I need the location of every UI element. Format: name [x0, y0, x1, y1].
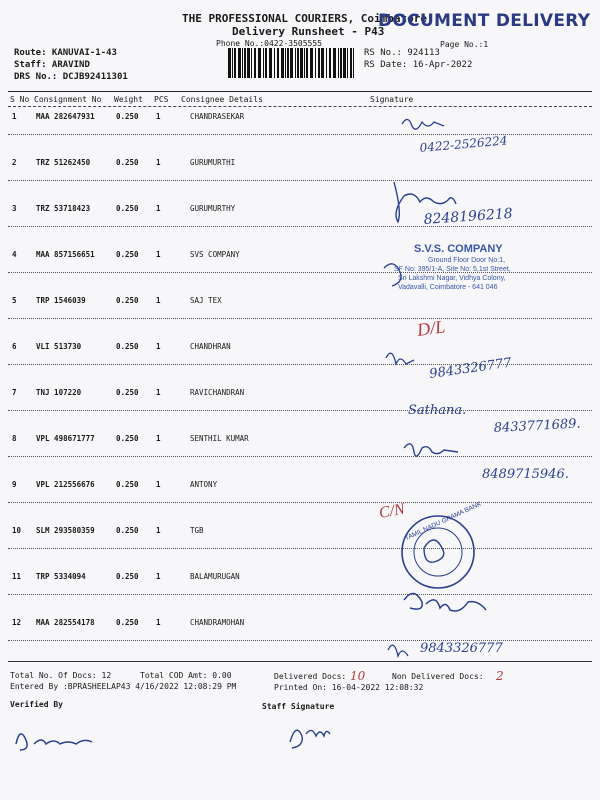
table-row — [0, 112, 600, 158]
row-weight: 0.250 — [116, 112, 139, 121]
barcode-bar — [306, 48, 308, 78]
table-row — [0, 204, 600, 250]
row-consignment: TRP 5334094 — [36, 572, 86, 581]
cn-mark: C/N — [377, 500, 407, 522]
row-consignment: VLI 513730 — [36, 342, 82, 351]
row-sno: 1 — [12, 112, 17, 121]
row-consignee: CHANDRAMOHAN — [190, 618, 245, 627]
signature-phone-7: 8433771689. — [493, 416, 581, 436]
table-row — [0, 526, 600, 572]
row-consignee: CHANDRASEKAR — [190, 112, 245, 121]
svg-text:TAMIL NADU GRAMA BANK: TAMIL NADU GRAMA BANK — [403, 500, 483, 543]
row-separator — [8, 548, 592, 549]
row-consignee: CHANDHRAN — [190, 342, 231, 351]
row-sno: 6 — [12, 342, 17, 351]
barcode-bar — [287, 48, 289, 78]
table-row — [0, 572, 600, 618]
row-separator — [8, 364, 592, 365]
verified-by-label: Verified By — [10, 700, 63, 709]
barcode-bar — [343, 48, 346, 78]
signature-name-7: Sathana. — [408, 403, 467, 418]
runsheet-title: Delivery Runsheet - P43 — [232, 25, 385, 38]
col-consignee: Consignee Details — [181, 95, 263, 104]
svg-text:Sri Lakshmi Nagar, Vidhya Colo: Sri Lakshmi Nagar, Vidhya Colony, — [398, 275, 506, 282]
barcode-bar — [281, 48, 284, 78]
row-weight: 0.250 — [116, 250, 139, 259]
col-consignment: Consignment No — [34, 95, 102, 104]
barcode-bar — [265, 48, 267, 78]
barcode-bar — [310, 48, 313, 78]
delivered-docs-value: 10 — [350, 669, 366, 683]
row-consignee: RAVICHANDRAN — [190, 388, 245, 397]
row-separator — [8, 456, 592, 457]
row-separator — [8, 640, 592, 641]
svg-text:S.V.S. COMPANY: S.V.S. COMPANY — [414, 243, 503, 255]
barcode-bar — [228, 48, 231, 78]
row-pcs: 1 — [156, 388, 161, 397]
row-pcs: 1 — [156, 572, 161, 581]
table-row — [0, 296, 600, 342]
row-pcs: 1 — [156, 250, 161, 259]
row-separator — [8, 594, 592, 595]
table-row — [0, 618, 600, 664]
header-divider — [8, 91, 592, 92]
staff-label: Staff: ARAVIND — [14, 60, 90, 70]
barcode-bar — [340, 48, 342, 78]
delivered-docs-label: Delivered Docs: — [274, 672, 347, 681]
barcode-bar — [326, 48, 327, 78]
row-sno: 8 — [12, 434, 17, 443]
row-pcs: 1 — [156, 112, 161, 121]
drs-number: DRS No.: DCJB92411301 — [14, 72, 128, 82]
barcode-bar — [300, 48, 303, 78]
footer-divider — [8, 661, 592, 662]
barcode-bar — [321, 48, 324, 78]
company-title: THE PROFESSIONAL COURIERS, Coimbatore — [182, 12, 428, 25]
row-pcs: 1 — [156, 618, 161, 627]
table-row — [0, 388, 600, 434]
table-row — [0, 434, 600, 480]
barcode-bar — [238, 48, 241, 78]
barcode-bar — [254, 48, 256, 78]
row-consignment: TRZ 53718423 — [36, 204, 91, 213]
barcode-bar — [318, 48, 320, 78]
barcode-bar — [350, 48, 352, 78]
table-row — [0, 250, 600, 296]
rs-number: RS No.: 924113 — [364, 48, 440, 58]
staff-signature-label: Staff Signature — [262, 702, 335, 711]
header-divider-bottom — [8, 106, 592, 107]
page-number: Page No.:1 — [440, 40, 489, 49]
barcode-bar — [234, 48, 236, 78]
row-consignment: MAA 857156651 — [36, 250, 95, 259]
row-separator — [8, 226, 592, 227]
barcode-bar — [315, 48, 316, 78]
row-sno: 3 — [12, 204, 17, 213]
dl-mark: D/L — [415, 316, 447, 340]
col-signature: Signature — [370, 95, 414, 104]
row-consignee: SVS COMPANY — [190, 250, 240, 259]
row-consignee: SAJ TEX — [190, 296, 222, 305]
row-pcs: 1 — [156, 296, 161, 305]
row-consignee: SENTHIL KUMAR — [190, 434, 249, 443]
barcode-bar — [285, 48, 286, 78]
row-pcs: 1 — [156, 480, 161, 489]
row-sno: 10 — [12, 526, 22, 535]
row-sno: 11 — [12, 572, 22, 581]
barcode-bar — [290, 48, 293, 78]
document-delivery-stamp: DOCUMENT DELIVERY — [378, 11, 591, 31]
row-consignment: TNJ 107220 — [36, 388, 82, 397]
row-sno: 7 — [12, 388, 17, 397]
row-separator — [8, 180, 592, 181]
barcode-bar — [333, 48, 336, 78]
barcode-bar — [347, 48, 348, 78]
col-pcs: PCS — [154, 95, 169, 104]
barcode-bar — [338, 48, 339, 78]
row-pcs: 1 — [156, 434, 161, 443]
table-row — [0, 158, 600, 204]
barcode-bar — [277, 48, 279, 78]
svg-text:Ground Floor Door No:1,: Ground Floor Door No:1, — [428, 257, 506, 264]
row-sno: 12 — [12, 618, 22, 627]
total-docs: Total No. Of Docs: 12 — [10, 671, 112, 680]
barcode-bar — [247, 48, 250, 78]
rs-date: RS Date: 16-Apr-2022 — [364, 60, 473, 70]
col-sno: S No — [10, 95, 30, 104]
row-sno: 4 — [12, 250, 17, 259]
non-delivered-value: 2 — [496, 669, 504, 683]
signature-phone-1: 0422-2526224 — [419, 133, 508, 155]
row-consignee: ANTONY — [190, 480, 218, 489]
barcode-bar — [232, 48, 233, 78]
row-weight: 0.250 — [116, 342, 139, 351]
barcode-bar — [263, 48, 264, 78]
row-sno: 2 — [12, 158, 17, 167]
route-label: Route: KANUVAI-1-43 — [14, 48, 117, 58]
row-consignee: TGB — [190, 526, 204, 535]
signature-phone-6: 9843326777 — [428, 355, 513, 382]
row-separator — [8, 318, 592, 319]
non-delivered-label: Non Delivered Docs: — [392, 672, 484, 681]
barcode-bar — [242, 48, 243, 78]
row-consignee: GURUMURTHI — [190, 158, 236, 167]
row-sno: 5 — [12, 296, 17, 305]
row-weight: 0.250 — [116, 204, 139, 213]
barcode-bar — [244, 48, 246, 78]
col-weight: Weight — [114, 95, 143, 104]
signature-phone-3: 8248196218 — [423, 205, 514, 228]
barcode-bar — [353, 48, 354, 78]
row-pcs: 1 — [156, 526, 161, 535]
row-separator — [8, 502, 592, 503]
entered-by: Entered By :BPRASHEELAP43 4/16/2022 12:08:29 PM — [10, 682, 237, 691]
row-consignment: TRP 1546039 — [36, 296, 86, 305]
barcode — [228, 48, 354, 78]
row-consignment: TRZ 51262450 — [36, 158, 91, 167]
svg-text:Vadavalli, Coimbatore - 641 04: Vadavalli, Coimbatore - 641 046 — [398, 284, 498, 291]
signature-phone-12: 9843326777 — [420, 641, 503, 656]
barcode-bar — [304, 48, 305, 78]
phone-number: Phone No.:0422-3505555 — [216, 39, 322, 48]
row-weight: 0.250 — [116, 158, 139, 167]
barcode-bar — [269, 48, 272, 78]
row-consignee: BALAMURUGAN — [190, 572, 240, 581]
table-row — [0, 480, 600, 526]
row-weight: 0.250 — [116, 480, 139, 489]
row-separator — [8, 272, 592, 273]
printed-on: Printed On: 16-04-2022 12:08:32 — [274, 683, 424, 692]
row-consignee: GURUMURTHY — [190, 204, 236, 213]
barcode-bar — [251, 48, 252, 78]
staff-signature-mark — [290, 730, 330, 748]
row-pcs: 1 — [156, 158, 161, 167]
row-weight: 0.250 — [116, 572, 139, 581]
row-consignment: VPL 498671777 — [36, 434, 95, 443]
row-weight: 0.250 — [116, 526, 139, 535]
table-row — [0, 342, 600, 388]
row-weight: 0.250 — [116, 618, 139, 627]
row-consignment: VPL 212556676 — [36, 480, 95, 489]
row-separator — [8, 134, 592, 135]
barcode-bar — [295, 48, 296, 78]
row-pcs: 1 — [156, 204, 161, 213]
row-weight: 0.250 — [116, 434, 139, 443]
row-sno: 9 — [12, 480, 17, 489]
total-cod: Total COD Amt: 0.00 — [140, 671, 232, 680]
row-weight: 0.250 — [116, 388, 139, 397]
barcode-bar — [274, 48, 275, 78]
row-separator — [8, 410, 592, 411]
row-pcs: 1 — [156, 342, 161, 351]
svg-text:SF No: 395/1-A, Site No: 5,1st: SF No: 395/1-A, Site No: 5,1st Street, — [394, 266, 511, 273]
row-consignment: SLM 293580359 — [36, 526, 95, 535]
barcode-bar — [258, 48, 261, 78]
barcode-bar — [297, 48, 299, 78]
row-consignment: MAA 282647931 — [36, 112, 95, 121]
row-consignment: MAA 282554178 — [36, 618, 95, 627]
barcode-bar — [329, 48, 331, 78]
verified-signature — [16, 734, 92, 750]
signature-phone-8: 8489715946. — [482, 467, 569, 482]
row-weight: 0.250 — [116, 296, 139, 305]
